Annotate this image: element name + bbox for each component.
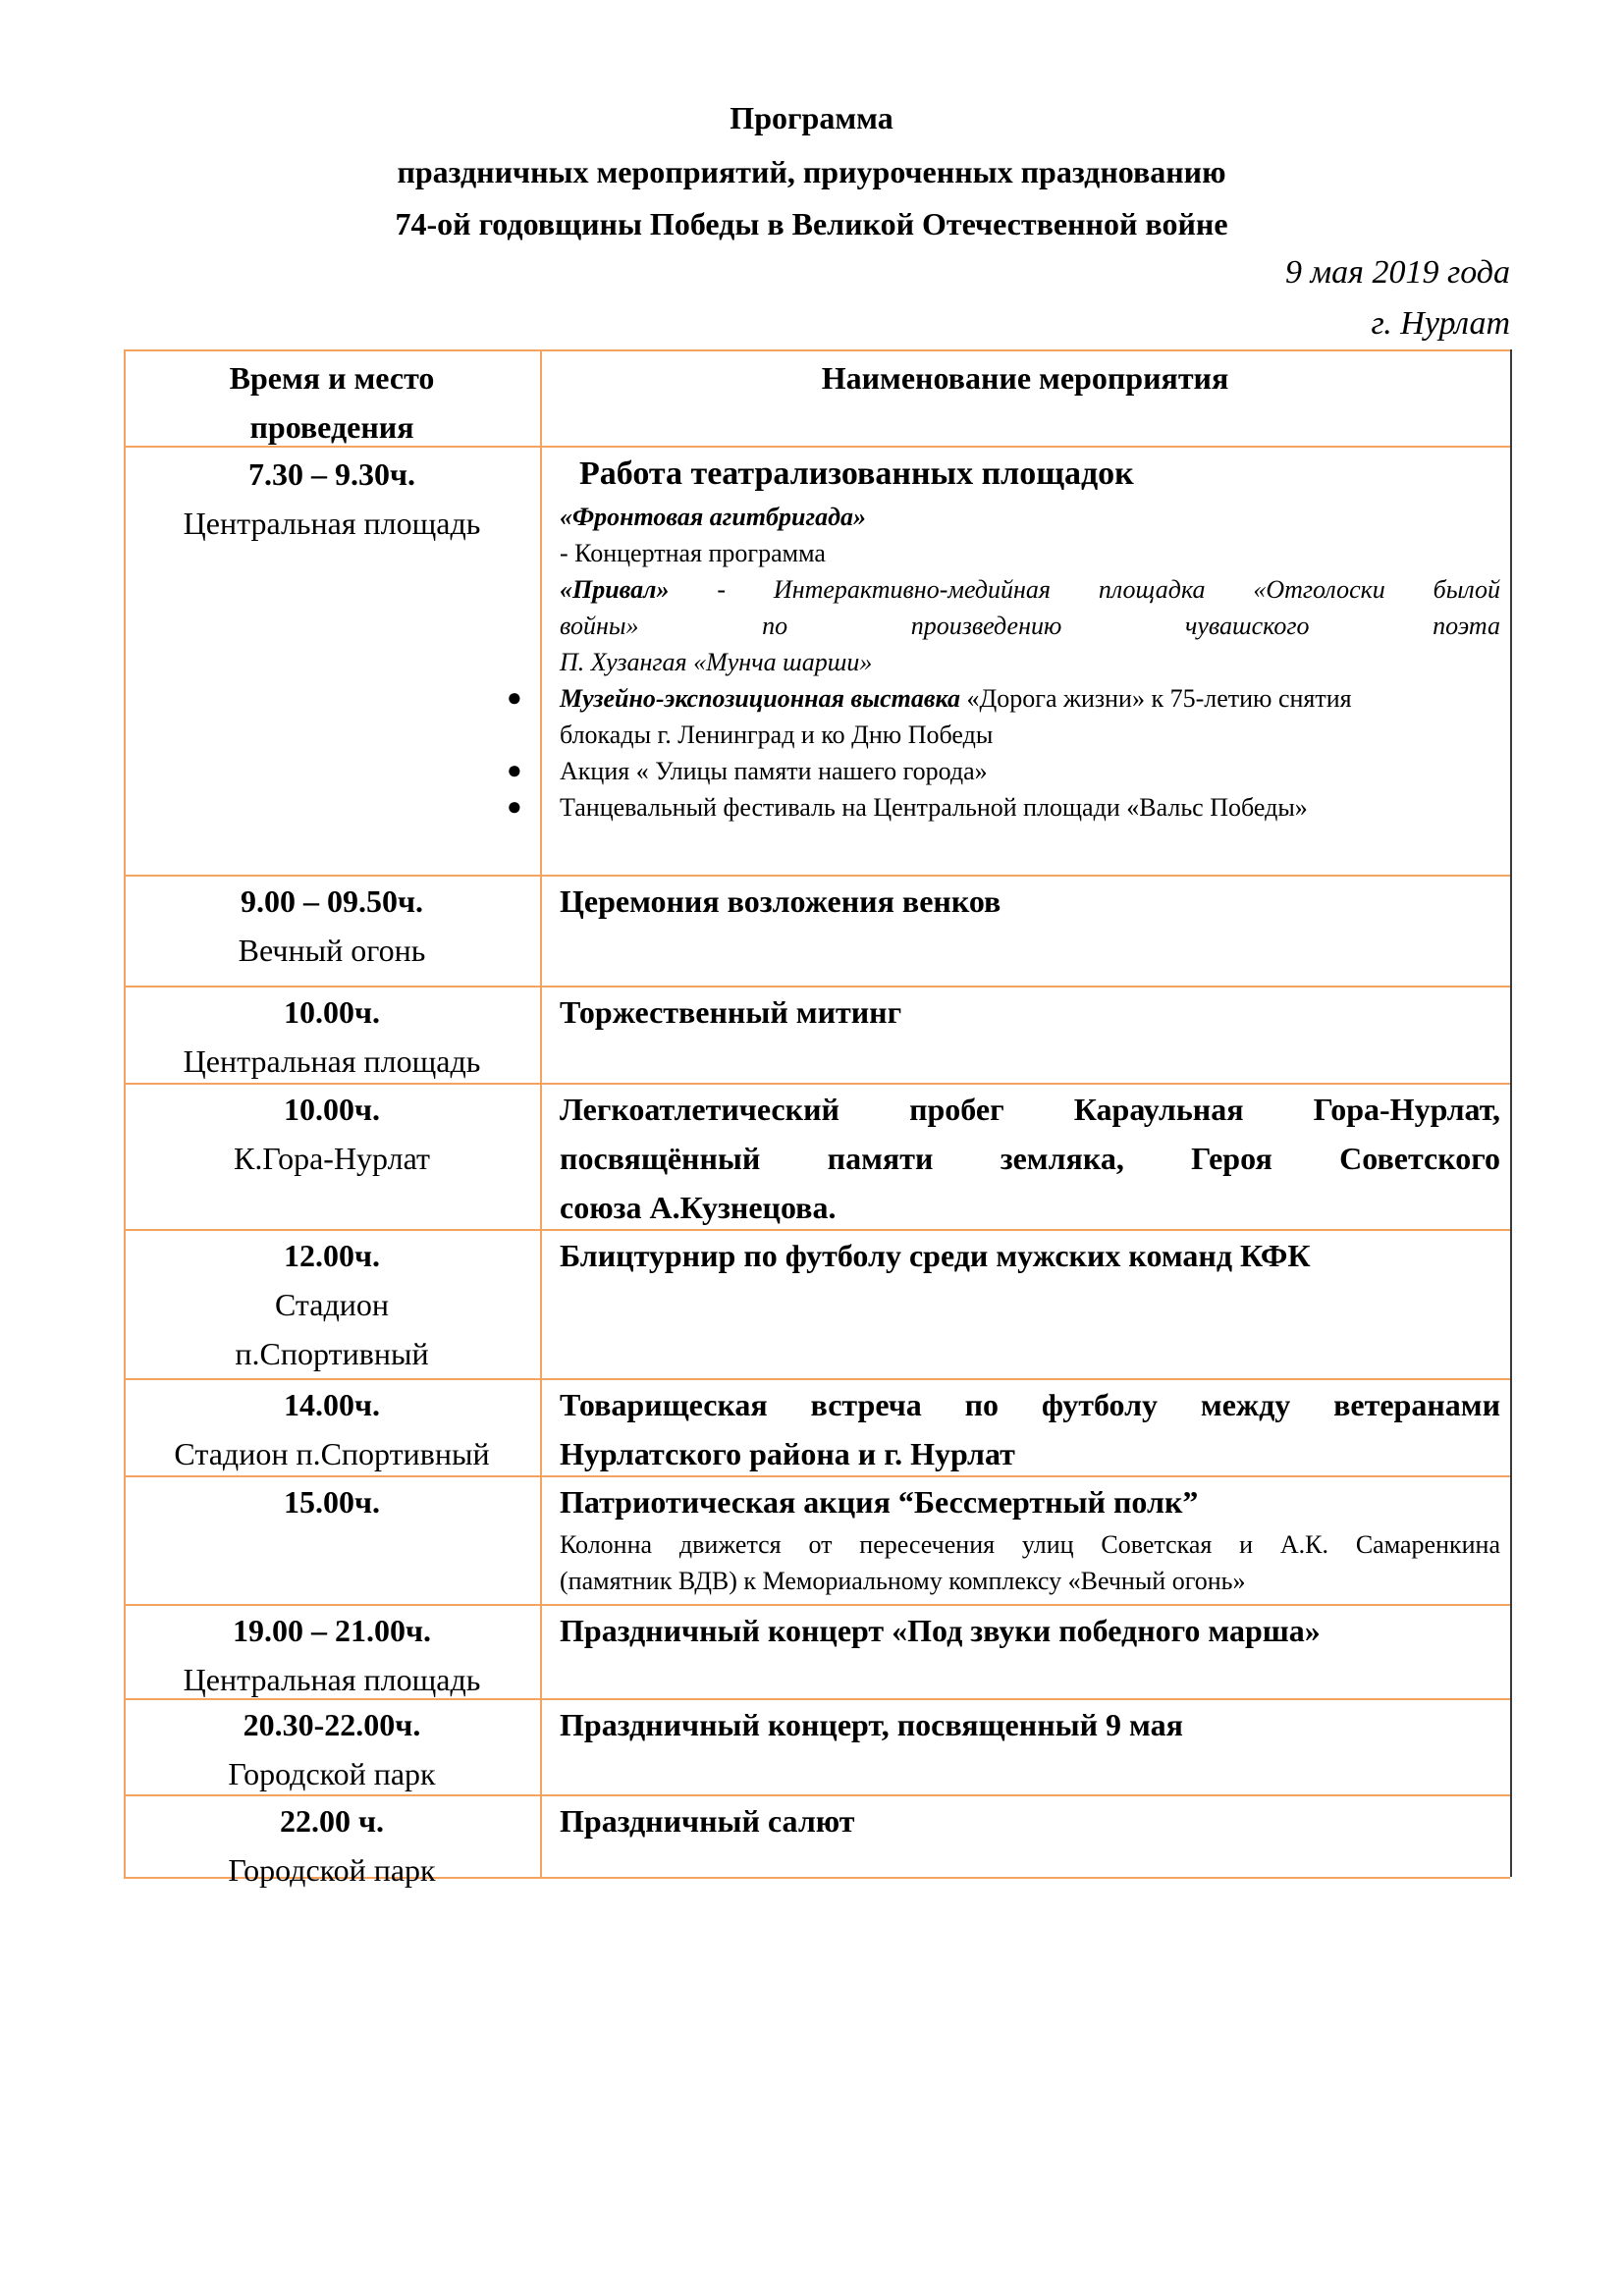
row-event: Праздничный концерт, посвященный 9 мая — [560, 1707, 1183, 1742]
header-time-place-line1: Время и место — [229, 360, 435, 396]
table-row-time-place — [126, 1085, 538, 1183]
row-event: Работа театрализованных площадок — [579, 455, 1134, 492]
row-place: Стадион — [274, 1287, 390, 1322]
row-event-title: Патриотическая акция “Бессмертный полк” — [560, 1484, 1199, 1520]
row-event — [560, 1085, 1500, 1232]
bullet-item — [560, 680, 1500, 717]
detail-item1-title: «Фронтовая агитбригада» — [560, 503, 866, 531]
row-time: 19.00 – 21.00ч. — [232, 1613, 432, 1648]
row-event-line: посвящённый памяти земляка, Героя Советского — [560, 1141, 1500, 1176]
row-time: 15.00ч. — [283, 1484, 381, 1520]
row-place: Центральная площадь — [183, 1043, 481, 1079]
header-event-name: Наименование мероприятия — [821, 360, 1229, 396]
row-time: 14.00ч. — [283, 1387, 381, 1422]
detail-item2-title: «Привал» — [560, 575, 670, 604]
detail-item2-desc-line3: П. Хузангая «Мунча шарши» — [560, 648, 873, 676]
table-row-time-place — [126, 988, 538, 1086]
bullet-item: Танцевальный фестиваль на Центральной площади «Вальс Победы» — [560, 793, 1308, 822]
row-event-note: (памятник ВДВ) к Мемориальному комплексу «Вечный огонь» — [560, 1567, 1246, 1595]
bullet-dot-icon: ● — [507, 756, 522, 784]
row-time: 7.30 – 9.30ч. — [247, 456, 416, 492]
table-border-top — [124, 349, 1510, 351]
document-subtitle-2: 74-ой годовщины Победы в Великой Отечественной войне — [395, 206, 1228, 241]
row-place: Городской парк — [228, 1852, 436, 1888]
bullet-item-text: «Дорога жизни» к 75-летию снятия — [960, 684, 1352, 713]
row-event: Праздничный концерт «Под звуки победного марша» — [560, 1613, 1321, 1648]
detail-item2-desc-line2: войны» по произведению чувашского поэта — [560, 612, 1500, 640]
row-place: Городской парк — [228, 1756, 436, 1791]
row-event: Торжественный митинг — [560, 994, 902, 1030]
document-subtitle-1: праздничных мероприятий, приуроченных празднованию — [397, 154, 1226, 189]
row-time: 20.30-22.00ч. — [243, 1707, 421, 1742]
row-event-note: Колонна движется от пересечения улиц Советская и А.К. Самаренкина — [560, 1530, 1500, 1559]
row-event-line: Легкоатлетический пробег Караульная Гора-Нурлат, — [560, 1092, 1500, 1127]
header-time-place — [126, 353, 538, 452]
row-event: Блицтурнир по футболу среди мужских команд КФК — [560, 1238, 1311, 1273]
table-column-divider — [540, 349, 542, 1877]
header-time-place-line2: проведения — [249, 409, 414, 445]
row-place: Стадион п.Спортивный — [174, 1436, 490, 1471]
row-place: п.Спортивный — [235, 1336, 429, 1371]
bullet-item: Акция « Улицы памяти нашего города» — [560, 757, 988, 785]
row-event — [560, 1380, 1500, 1478]
table-row-event — [560, 450, 1500, 826]
table-row-time-place — [126, 1477, 538, 1526]
event-city: г. Нурлат — [1371, 305, 1510, 342]
row-event: Церемония возложения венков — [560, 883, 1001, 919]
table-border-right — [1510, 349, 1512, 1877]
row-event: Праздничный салют — [560, 1803, 855, 1839]
detail-item2-desc: - Интерактивно-медийная площадка «Отголоски былой — [717, 575, 1500, 604]
table-row-time-place — [126, 450, 538, 548]
table-row-time-place — [126, 1606, 538, 1704]
row-place: Центральная площадь — [183, 1662, 481, 1697]
row-place: Центральная площадь — [183, 506, 481, 541]
table-row-time-place — [126, 1700, 538, 1798]
row-time: 9.00 – 09.50ч. — [240, 883, 424, 919]
row-event — [560, 1477, 1500, 1599]
bullet-item-text-cont: блокады г. Ленинград и ко Дню Победы — [560, 721, 994, 749]
bullet-dot-icon: ● — [507, 683, 522, 712]
row-event-line: Нурлатского района и г. Нурлат — [560, 1436, 1015, 1471]
row-place: К.Гора-Нурлат — [234, 1141, 430, 1176]
bullet-dot-icon: ● — [507, 792, 522, 821]
row-time: 22.00 ч. — [279, 1803, 385, 1839]
table-row-time-place — [126, 1380, 538, 1478]
detail-item1-desc: - Концертная программа — [560, 539, 826, 567]
row-time: 10.00ч. — [283, 994, 381, 1030]
row-place: Вечный огонь — [238, 933, 426, 968]
row-event-line: Товарищеская встреча по футболу между ветеранами — [560, 1387, 1500, 1422]
row-event-line: союза А.Кузнецова. — [560, 1190, 837, 1225]
row-time: 12.00ч. — [283, 1238, 381, 1273]
table-row-time-place — [126, 1796, 538, 1895]
table-row-time-place — [126, 1231, 538, 1378]
table-row-time-place — [126, 877, 538, 975]
event-date: 9 мая 2019 года — [1284, 254, 1510, 291]
detail-item2 — [560, 571, 1500, 608]
document-title: Программа — [730, 100, 893, 135]
row-time: 10.00ч. — [283, 1092, 381, 1127]
bullet-item-bold: Музейно-экспозиционная выставка — [560, 684, 961, 713]
